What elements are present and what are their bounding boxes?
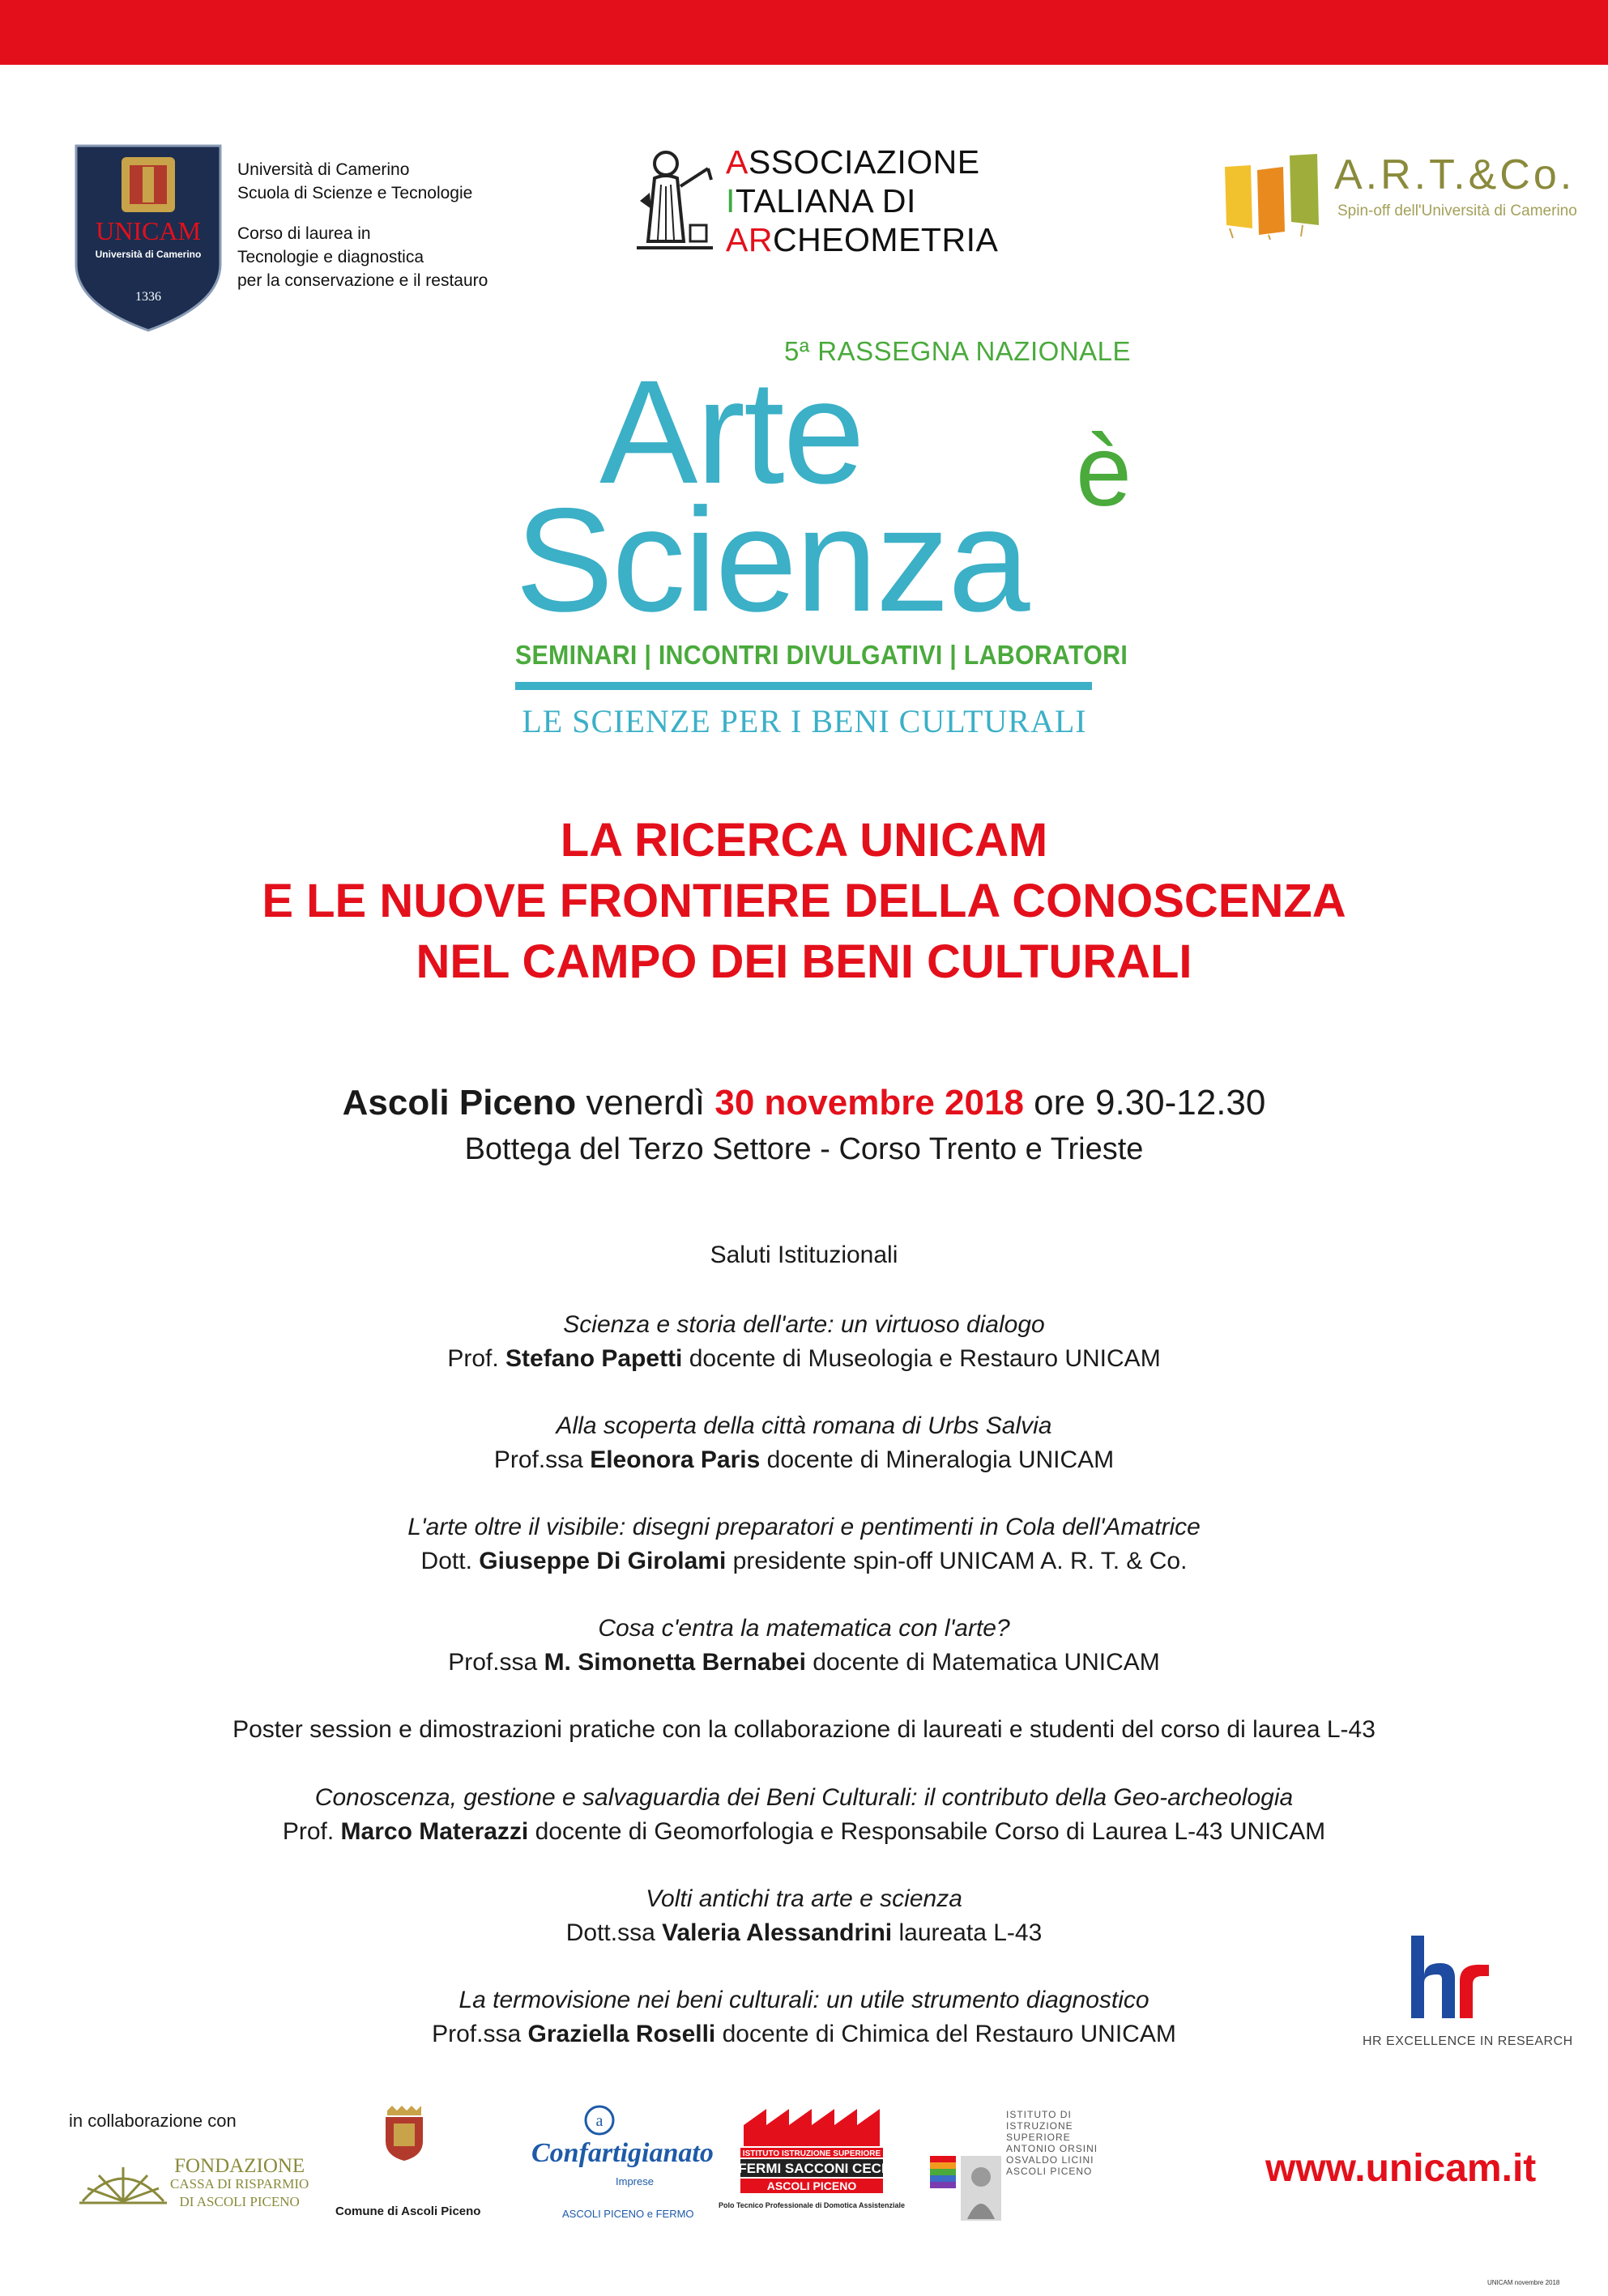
confartigianato-logo-text: Confartigianato xyxy=(531,2138,714,2168)
title-line: E LE NUOVE FRONTIERE DELLA CONOSCENZA xyxy=(262,875,1346,927)
unicam-line: Università di Camerino xyxy=(237,160,410,179)
aiar-word: SSOCIAZIONE xyxy=(748,143,980,181)
talk-title: Cosa c'entra la matematica con l'arte? xyxy=(598,1615,1010,1642)
page-title xyxy=(0,810,1608,992)
shield-sub: Università di Camerino xyxy=(95,249,202,260)
event-subtitle: LE SCIENZE PER I BENI CULTURALI xyxy=(522,703,1087,739)
fermi-line: ISTITUTO ISTRUZIONE SUPERIORE xyxy=(742,2149,881,2158)
aiar-emblem-icon xyxy=(630,144,719,258)
istituto-engraving-image xyxy=(961,2156,1001,2221)
talk-title: Scienza e storia dell'arte: un virtuoso dialogo xyxy=(563,1311,1045,1338)
event-date: 30 novembre 2018 xyxy=(714,1083,1024,1122)
print-credit: UNICAM novembre 2018 xyxy=(1487,2279,1560,2286)
talk-speaker: Prof.ssa Graziella Roselli docente di Chimica del Restauro UNICAM xyxy=(432,2021,1176,2047)
fermi-line: FERMI SACCONI CECI xyxy=(738,2161,885,2176)
rassegna-label: 5ª RASSEGNA NAZIONALE xyxy=(784,336,1132,366)
aiar-initial: I xyxy=(726,182,736,219)
fermi-sacconi-ceci-logo xyxy=(718,2106,906,2226)
istituto-logo-text: ISTITUTO DI ISTRUZIONE SUPERIORE ANTONIO ORSINI OSVALDO LICINI ASCOLI PICENO xyxy=(1006,2109,1098,2177)
saluti-line: Saluti Istituzionali xyxy=(710,1242,898,1268)
event-venue: Bottega del Terzo Settore - Corso Trento e Trieste xyxy=(464,1132,1144,1166)
talk-speaker: Prof.ssa Eleonora Paris docente di Mineralogia UNICAM xyxy=(493,1446,1115,1473)
artco-name: A.R.T.&Co. xyxy=(1334,151,1576,198)
aiar-logo-text xyxy=(726,143,998,259)
title-line: NEL CAMPO DEI BENI CULTURALI xyxy=(416,935,1192,988)
unicam-line: per la conservazione e il restauro xyxy=(237,271,488,290)
event-when xyxy=(0,1083,1608,1123)
unicam-line: Tecnologie e diagnostica xyxy=(237,248,424,266)
talk-title: Alla scoperta della città romana di Urbs Salvia xyxy=(556,1412,1052,1439)
event-day: venerdì xyxy=(576,1083,715,1122)
fermi-line: Polo Tecnico Professionale di Domotica Assistenziale xyxy=(718,2201,906,2209)
talk-title: Conoscenza, gestione e salvaguardia dei Beni Culturali: il contributo della Geo-archeologia xyxy=(314,1784,1294,1811)
talk-speaker: Prof. Marco Materazzi docente di Geomorfologia e Responsabile Corso di Laurea L-43 UNICAM xyxy=(282,1818,1326,1845)
talk-title: La termovisione nei beni culturali: un utile strumento diagnostico xyxy=(459,1987,1149,2013)
aiar-word: CHEOMETRIA xyxy=(772,221,999,258)
talk-speaker: Prof.ssa M. Simonetta Bernabei docente di Matematica UNICAM xyxy=(448,1649,1160,1676)
top-red-bar xyxy=(0,0,1608,65)
unicam-line: Scuola di Scienze e Tecnologie xyxy=(237,184,473,202)
talk-speaker: Prof. Stefano Papetti docente di Museologia e Restauro UNICAM xyxy=(447,1345,1161,1372)
unicam-shield-logo xyxy=(73,143,224,334)
event-city: Ascoli Piceno xyxy=(342,1083,577,1122)
event-tagline: SEMINARI | INCONTRI DIVULGATIVI | LABORATORI xyxy=(515,640,1128,670)
hr-excellence-logo xyxy=(1408,1934,1497,2020)
poster-session-line: Poster session e dimostrazioni pratiche con la collaborazione di laureati e studenti del corso di laurea L-43 xyxy=(232,1716,1376,1743)
comune-crest-icon xyxy=(382,2104,426,2162)
fondazione-logo-text: FONDAZIONE CASSA DI RISPARMIO DI ASCOLI PICENO xyxy=(170,2155,309,2209)
talk-title: Volti antichi tra arte e scienza xyxy=(646,1885,962,1912)
aiar-initial: A xyxy=(726,143,749,181)
talk-speaker: Dott.ssa Valeria Alessandrini laureata L-43 xyxy=(565,1919,1043,1946)
hr-excellence-text: HR EXCELLENCE IN RESEARCH xyxy=(1363,2034,1573,2048)
aiar-word: TALIANA DI xyxy=(735,182,916,219)
fermi-line: ASCOLI PICENO xyxy=(766,2179,857,2192)
aiar-initial: AR xyxy=(726,221,773,258)
unicam-website-link[interactable]: www.unicam.it xyxy=(1265,2147,1537,2190)
title-line: LA RICERCA UNICAM xyxy=(560,814,1048,867)
shield-year: 1336 xyxy=(135,290,161,304)
shield-name: UNICAM xyxy=(96,216,201,245)
istituto-rainbow-icon xyxy=(930,2156,956,2188)
e-accent-word: è xyxy=(1076,415,1132,527)
confartigianato-imprese: Imprese xyxy=(616,2175,654,2187)
scienza-word: Scienza xyxy=(515,477,1029,642)
collab-label: in collaborazione con xyxy=(69,2111,237,2131)
talk-speaker: Dott. Giuseppe Di Girolami presidente spin-off UNICAM A. R. T. & Co. xyxy=(420,1548,1188,1574)
event-time: ore 9.30-12.30 xyxy=(1023,1083,1266,1122)
fondazione-sunburst-icon xyxy=(75,2156,172,2204)
unicam-text-block xyxy=(237,158,488,292)
artco-brushstrokes-icon xyxy=(1222,151,1327,240)
comune-logo-text: Comune di Ascoli Piceno xyxy=(335,2204,481,2218)
artco-subtitle: Spin-off dell'Università di Camerino xyxy=(1337,202,1577,219)
unicam-line: Corso di laurea in xyxy=(237,224,371,243)
talk-title: L'arte oltre il visibile: disegni preparatori e pentimenti in Cola dell'Amatrice xyxy=(407,1514,1201,1540)
arte-word: Arte xyxy=(599,349,864,514)
confartigianato-icon xyxy=(583,2104,616,2136)
svg-text:a: a xyxy=(595,2112,604,2130)
tagline-underline xyxy=(515,682,1092,690)
confartigianato-subtext: ASCOLI PICENO e FERMO xyxy=(562,2208,694,2220)
